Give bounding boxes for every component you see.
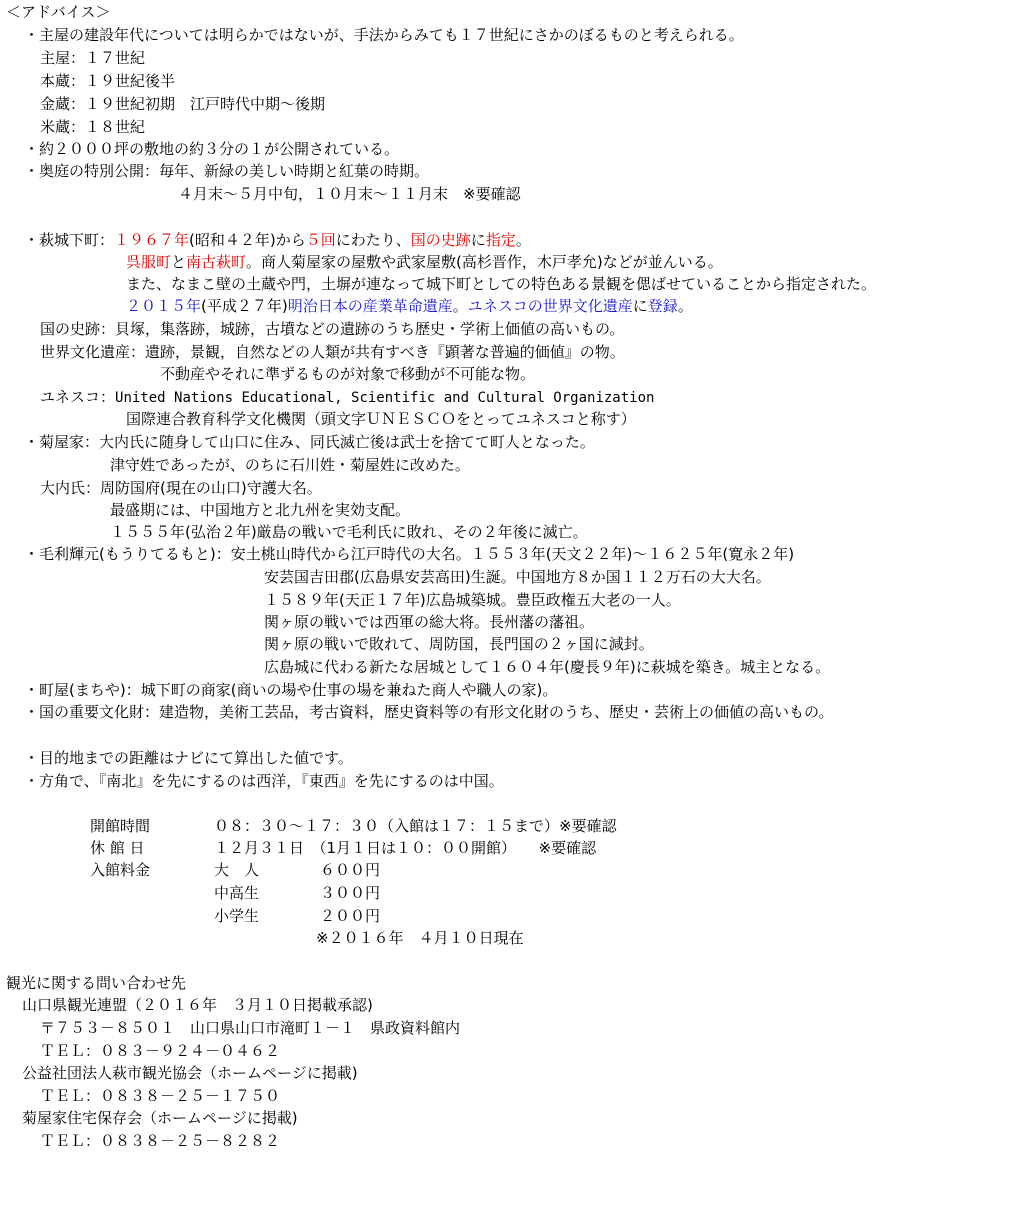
hagi-historic-site: 国の史跡 — [410, 231, 471, 249]
closed-label: 休 館 日 — [90, 839, 145, 857]
ouchi-line-3: １５５５年(弘治２年)厳島の戦いで毛利氏に敗れ、その２年後に滅亡。 — [110, 523, 588, 541]
fee-label: 入館料金 — [90, 861, 151, 879]
hours-value: ０８：３０～１７：３０（入館は１７：１５まで）※要確認 — [214, 817, 617, 835]
contact-org-3-tel: ＴＥＬ：０８３８－２５－８２８２ — [40, 1132, 281, 1150]
town-minamifuruhagi: 南古萩町 — [186, 253, 247, 271]
hagi-line-1 — [24, 230, 531, 250]
machiya-note: ・町屋(まちや)：城下町の商家(商いの場や仕事の場を兼ねた商人や職人の家)。 — [24, 681, 558, 699]
contact-org-2: 公益社団法人萩市観光協会（ホームページに掲載) — [22, 1064, 358, 1082]
ouchi-line-1: 大内氏：周防国府(現在の山口)守護大名。 — [40, 479, 322, 497]
term-historic-site: 国の史跡：貝塚，集落跡，城跡，古墳などの遺跡のうち歴史・学術上価値の高いもの。 — [40, 320, 625, 338]
hagi-text-c: 。 — [515, 231, 531, 249]
era-money-storehouse: 金蔵：１９世紀初期 江戸時代中期～後期 — [40, 95, 326, 113]
kikuya-line-1: ・菊屋家：大内氏に随身して山口に住み、同氏滅亡後は武士を捨てて町人となった。 — [24, 433, 595, 451]
hagi-text-e: 。商人菊屋家の屋敷や武家屋敷(高杉晋作，木戸孝允)などが並んいる。 — [246, 253, 723, 271]
hours-label: 開館時間 — [90, 817, 151, 835]
contact-heading: 観光に関する問い合わせ先 — [6, 974, 187, 992]
closed-value: １２月３１日 （1月１日は１０：００開館） ※要確認 — [214, 839, 597, 857]
contact-org-1-tel: ＴＥＬ：０８３－９２４－０４６２ — [40, 1042, 281, 1060]
hagi-line-4 — [126, 296, 693, 316]
fee-price-student: ３００円 — [320, 884, 381, 902]
fee-type-adult: 大 人 — [214, 861, 260, 879]
mori-line-2: 安芸国吉田郡(広島県安芸高田)生誕。中国地方８か国１１２万石の大大名。 — [264, 568, 771, 586]
term-world-heritage-1: 世界文化遺産：遺跡，景観，自然などの人類が共有すべき『顕著な普遍的価値』の物。 — [40, 343, 625, 361]
hagi-year-2015: ２０１５年 — [126, 297, 202, 315]
fee-price-child: ２００円 — [320, 907, 381, 925]
contact-org-1: 山口県観光連盟（２０１６年 ３月１０日掲載承認) — [22, 996, 373, 1014]
mori-line-4: 関ヶ原の戦いでは西軍の総大将。長州藩の藩祖。 — [264, 613, 595, 631]
hagi-label: ・萩城下町： — [24, 231, 115, 249]
unesco-english: United Nations Educational, Scientific and Cultural Organization — [115, 390, 655, 406]
hagi-text-b: に — [470, 231, 486, 249]
era-rice-storehouse: 米蔵：１８世紀 — [40, 118, 146, 136]
hagi-line-2 — [126, 252, 723, 272]
registered: 登録 — [647, 297, 678, 315]
ouchi-line-2: 最盛期には、中国地方と北九州を実効支配。 — [110, 501, 411, 519]
hagi-text-f: 。 — [452, 297, 468, 315]
fee-price-adult: ６００円 — [320, 861, 381, 879]
advice-heading: ＜アドバイス＞ — [6, 3, 111, 21]
era-intro: ・主屋の建設年代については明らかではないが、手法からみても１７世紀にさかのぼるものと考えられる。 — [24, 26, 744, 44]
era-main-storehouse: 本蔵：１９世紀後半 — [40, 72, 176, 90]
term-world-heritage-2: 不動産やそれに準ずるものが対象で移動が不可能な物。 — [160, 365, 536, 383]
fee-type-child: 小学生 — [214, 907, 260, 925]
hagi-text-h: 。 — [677, 297, 693, 315]
cultural-property-note: ・国の重要文化財：建造物，美術工芸品，考古資料，歴史資料等の有形文化財のうち、歴史・芸術上の価値の高いもの。 — [24, 703, 834, 721]
contact-org-3: 菊屋家住宅保存会（ホームページに掲載) — [22, 1109, 298, 1127]
mori-line-6: 広島城に代わる新たな居城として１６０４年(慶長９年)に萩城を築き。城主となる。 — [264, 658, 831, 676]
unesco-world-heritage: ユネスコの世界文化遺産 — [467, 297, 633, 315]
hagi-line-3: また、なまこ壁の土蔵や門，土塀が連なって城下町としての特色ある景観を偲ばせていることから指定された。 — [126, 275, 877, 293]
hagi-text-d: と — [171, 253, 187, 271]
town-gofukumachi: 呉服町 — [126, 253, 172, 271]
term-unesco-ja: 国際連合教育科学文化機関（頭文字ＵＮＥＳＣＯをとってユネスコと称す） — [126, 410, 636, 428]
mori-line-1: ・毛利輝元(もうりてるもと)：安土桃山時代から江戸時代の大名。１５５３年(天文２２年)～１６２５年(寛永２年) — [24, 545, 795, 563]
garden-line-2: ４月末～５月中旬，１０月末～１１月末 ※要確認 — [178, 185, 521, 203]
meiji-industrial-heritage: 明治日本の産業革命遺産 — [287, 297, 453, 315]
garden-line-1: ・奥庭の特別公開：毎年、新緑の美しい時期と紅葉の時期。 — [24, 162, 430, 180]
hagi-text-a: にわたり、 — [335, 231, 411, 249]
hagi-designated: 指定 — [485, 231, 516, 249]
hagi-era-text: (昭和４２年)から — [189, 231, 306, 249]
kikuya-line-2: 津守姓であったが、のちに石川姓・菊屋姓に改めた。 — [110, 456, 470, 474]
distance-note: ・目的地までの距離はナビにて算出した値です。 — [24, 749, 353, 767]
contact-org-2-tel: ＴＥＬ：０８３８－２５－１７５０ — [40, 1087, 281, 1105]
hagi-year-1967: １９６７年 — [114, 231, 190, 249]
era-main-house: 主屋：１７世紀 — [40, 49, 146, 67]
unesco-label: ユネスコ： — [40, 388, 116, 406]
direction-note: ・方角で、『南北』を先にするのは西洋，『東西』を先にするのは中国。 — [24, 772, 504, 790]
hagi-heisei: (平成２７年) — [201, 297, 288, 315]
as-of-date: ※２０１６年 ４月１０日現在 — [316, 929, 524, 947]
contact-org-1-address: 〒７５３－８５０１ 山口県山口市滝町１－１ 県政資料館内 — [40, 1019, 461, 1037]
mori-line-3: １５８９年(天正１７年)広島城築城。豊臣政権五大老の一人。 — [264, 591, 681, 609]
hagi-text-g: に — [632, 297, 648, 315]
area-note: ・約２０００坪の敷地の約３分の１が公開されている。 — [24, 140, 400, 158]
hagi-count: ５回 — [305, 231, 336, 249]
mori-line-5: 関ヶ原の戦いで敗れて、周防国，長門国の２ヶ国に減封。 — [264, 635, 654, 653]
fee-type-student: 中高生 — [214, 884, 260, 902]
term-unesco — [40, 387, 654, 407]
